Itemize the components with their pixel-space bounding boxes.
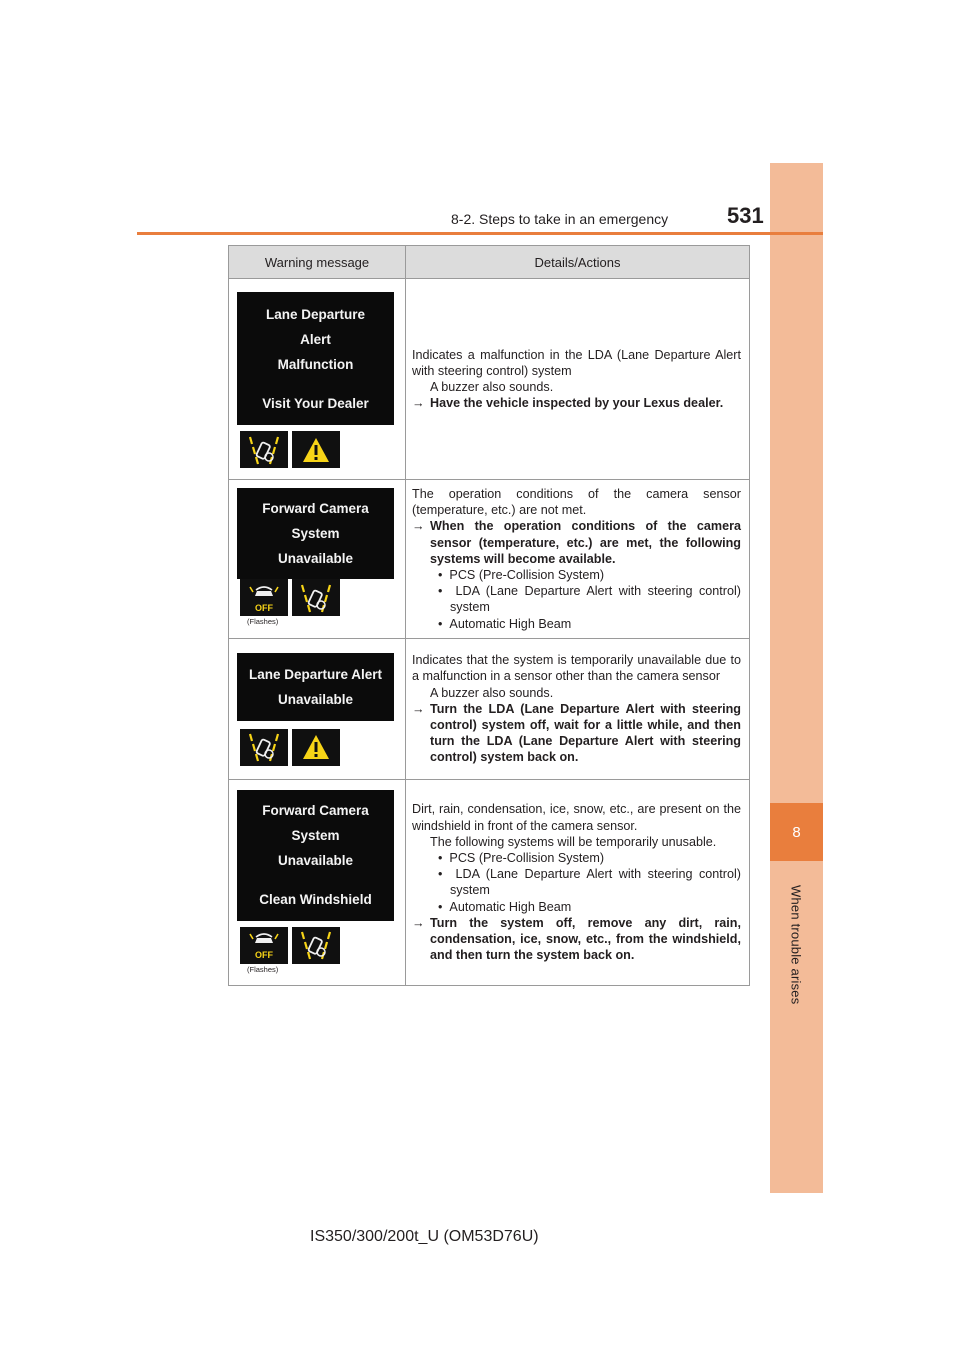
off-label: OFF [255, 950, 273, 961]
arrow-icon: → [412, 519, 425, 534]
flashes-note: (Flashes) [247, 617, 279, 626]
details-text: Indicates a malfunction in the LDA (Lane Departure Alert with steering control) system [412, 347, 741, 378]
details-cell [406, 279, 750, 480]
action-label: Turn the system off, remove any dirt, rain, condensation, ice, snow, etc., from the windshield, and then turn the system back on. [430, 915, 741, 963]
lda-steering-icon [240, 729, 288, 766]
screen-line: Visit Your Dealer [262, 395, 369, 411]
screen-line: Unavailable [277, 551, 354, 566]
list-item [420, 616, 741, 632]
action-text [412, 915, 741, 964]
table-row [229, 638, 750, 779]
side-tab [770, 163, 823, 1193]
screen-line: Lane Departure Alert [248, 666, 383, 682]
warning-table [228, 245, 750, 986]
table-header-row [229, 246, 750, 279]
warning-screen [237, 790, 394, 921]
warning-display-cell [229, 779, 406, 985]
screen-line: Lane Departure [265, 306, 366, 322]
action-label: Turn the LDA (Lane Departure Alert with steering control) system off, wait for a little while, and then turn the LDA (Lane Departure Alert with steering control) system back on. [430, 701, 741, 765]
screen-spacer [237, 873, 394, 887]
warning-screen [237, 653, 394, 721]
bullet-icon: • [438, 584, 443, 599]
action-text [412, 395, 741, 411]
off-label: OFF [255, 602, 273, 613]
chapter-label: When trouble arises [788, 885, 804, 1005]
action-text [412, 701, 741, 766]
list-item-text: LDA (Lane Departure Alert with steering control) system [450, 584, 741, 615]
lda-steering-icon [240, 431, 288, 468]
bullet-icon: • [438, 616, 443, 631]
warning-display-cell [229, 279, 406, 480]
column-header-warning: Warning message [229, 246, 406, 279]
warning-display-cell [229, 480, 406, 639]
footer-model-code: IS350/300/200t_U (OM53D76U) [310, 1228, 539, 1245]
action-label: When the operation conditions of the camera sensor (temperature, etc.) are met, the following systems will become available. [430, 519, 741, 566]
list-item-text: PCS (Pre-Collision System) [449, 568, 605, 583]
action-text [412, 518, 741, 567]
screen-spacer [237, 377, 394, 391]
pcs-off-icon [240, 579, 288, 616]
screen-line: Malfunction [277, 356, 354, 372]
list-item-text: Automatic High Beam [449, 616, 572, 631]
arrow-icon: → [412, 701, 425, 716]
list-item-text: LDA (Lane Departure Alert with steering control) system [450, 867, 741, 898]
list-item [420, 850, 741, 866]
lda-steering-icon [292, 579, 340, 616]
section-title: 8-2. Steps to take in an emergency [451, 211, 669, 227]
list-item-text: PCS (Pre-Collision System) [449, 850, 605, 865]
warning-screen [237, 292, 394, 425]
list-item [420, 899, 741, 915]
warning-triangle-icon [292, 431, 340, 468]
details-text: Indicates that the system is temporarily unavailable due to a malfunction in a sensor other than the camera sensor [412, 653, 741, 684]
details-cell [406, 779, 750, 985]
details-note: The following systems will be temporarily unusable. [430, 834, 717, 849]
chapter-number: 8 [770, 803, 823, 861]
page-number: 531 [727, 203, 764, 228]
bullet-icon: • [438, 899, 443, 914]
screen-line: System [291, 526, 340, 541]
screen-line: System [291, 828, 340, 844]
lda-steering-icon [292, 927, 340, 964]
bullet-icon: • [438, 568, 443, 583]
pcs-off-icon [240, 927, 288, 964]
header-rule [137, 232, 823, 235]
table-row [229, 779, 750, 985]
list-item [420, 567, 741, 583]
details-text: Dirt, rain, condensation, ice, snow, etc., are present on the windshield in front of the camera sensor. [412, 802, 741, 833]
screen-line: Forward Camera [262, 803, 369, 819]
table-row [229, 480, 750, 639]
flashes-note: (Flashes) [247, 964, 279, 974]
list-item [420, 866, 741, 898]
screen-line: Unavailable [277, 853, 354, 869]
arrow-icon: → [412, 396, 425, 411]
warning-triangle-icon [292, 729, 340, 766]
screen-line: Alert [300, 331, 331, 347]
details-text: The operation conditions of the camera sensor (temperature, etc.) are not met. [412, 487, 741, 518]
bullet-icon: • [438, 867, 443, 882]
action-label: Have the vehicle inspected by your Lexus dealer. [430, 396, 724, 411]
warning-screen [237, 488, 394, 579]
details-note: A buzzer also sounds. [430, 685, 554, 700]
bullet-icon: • [438, 850, 443, 865]
details-cell [406, 638, 750, 779]
screen-line: Clean Windshield [259, 892, 372, 908]
warning-display-cell [229, 638, 406, 779]
list-item-text: Automatic High Beam [449, 899, 572, 914]
details-cell [406, 480, 750, 639]
column-header-details: Details/Actions [406, 246, 750, 279]
arrow-icon: → [412, 915, 425, 930]
screen-line: Forward Camera [262, 501, 369, 516]
details-note: A buzzer also sounds. [430, 380, 554, 394]
table-row [229, 279, 750, 480]
list-item [420, 583, 741, 615]
screen-line: Unavailable [277, 691, 354, 707]
